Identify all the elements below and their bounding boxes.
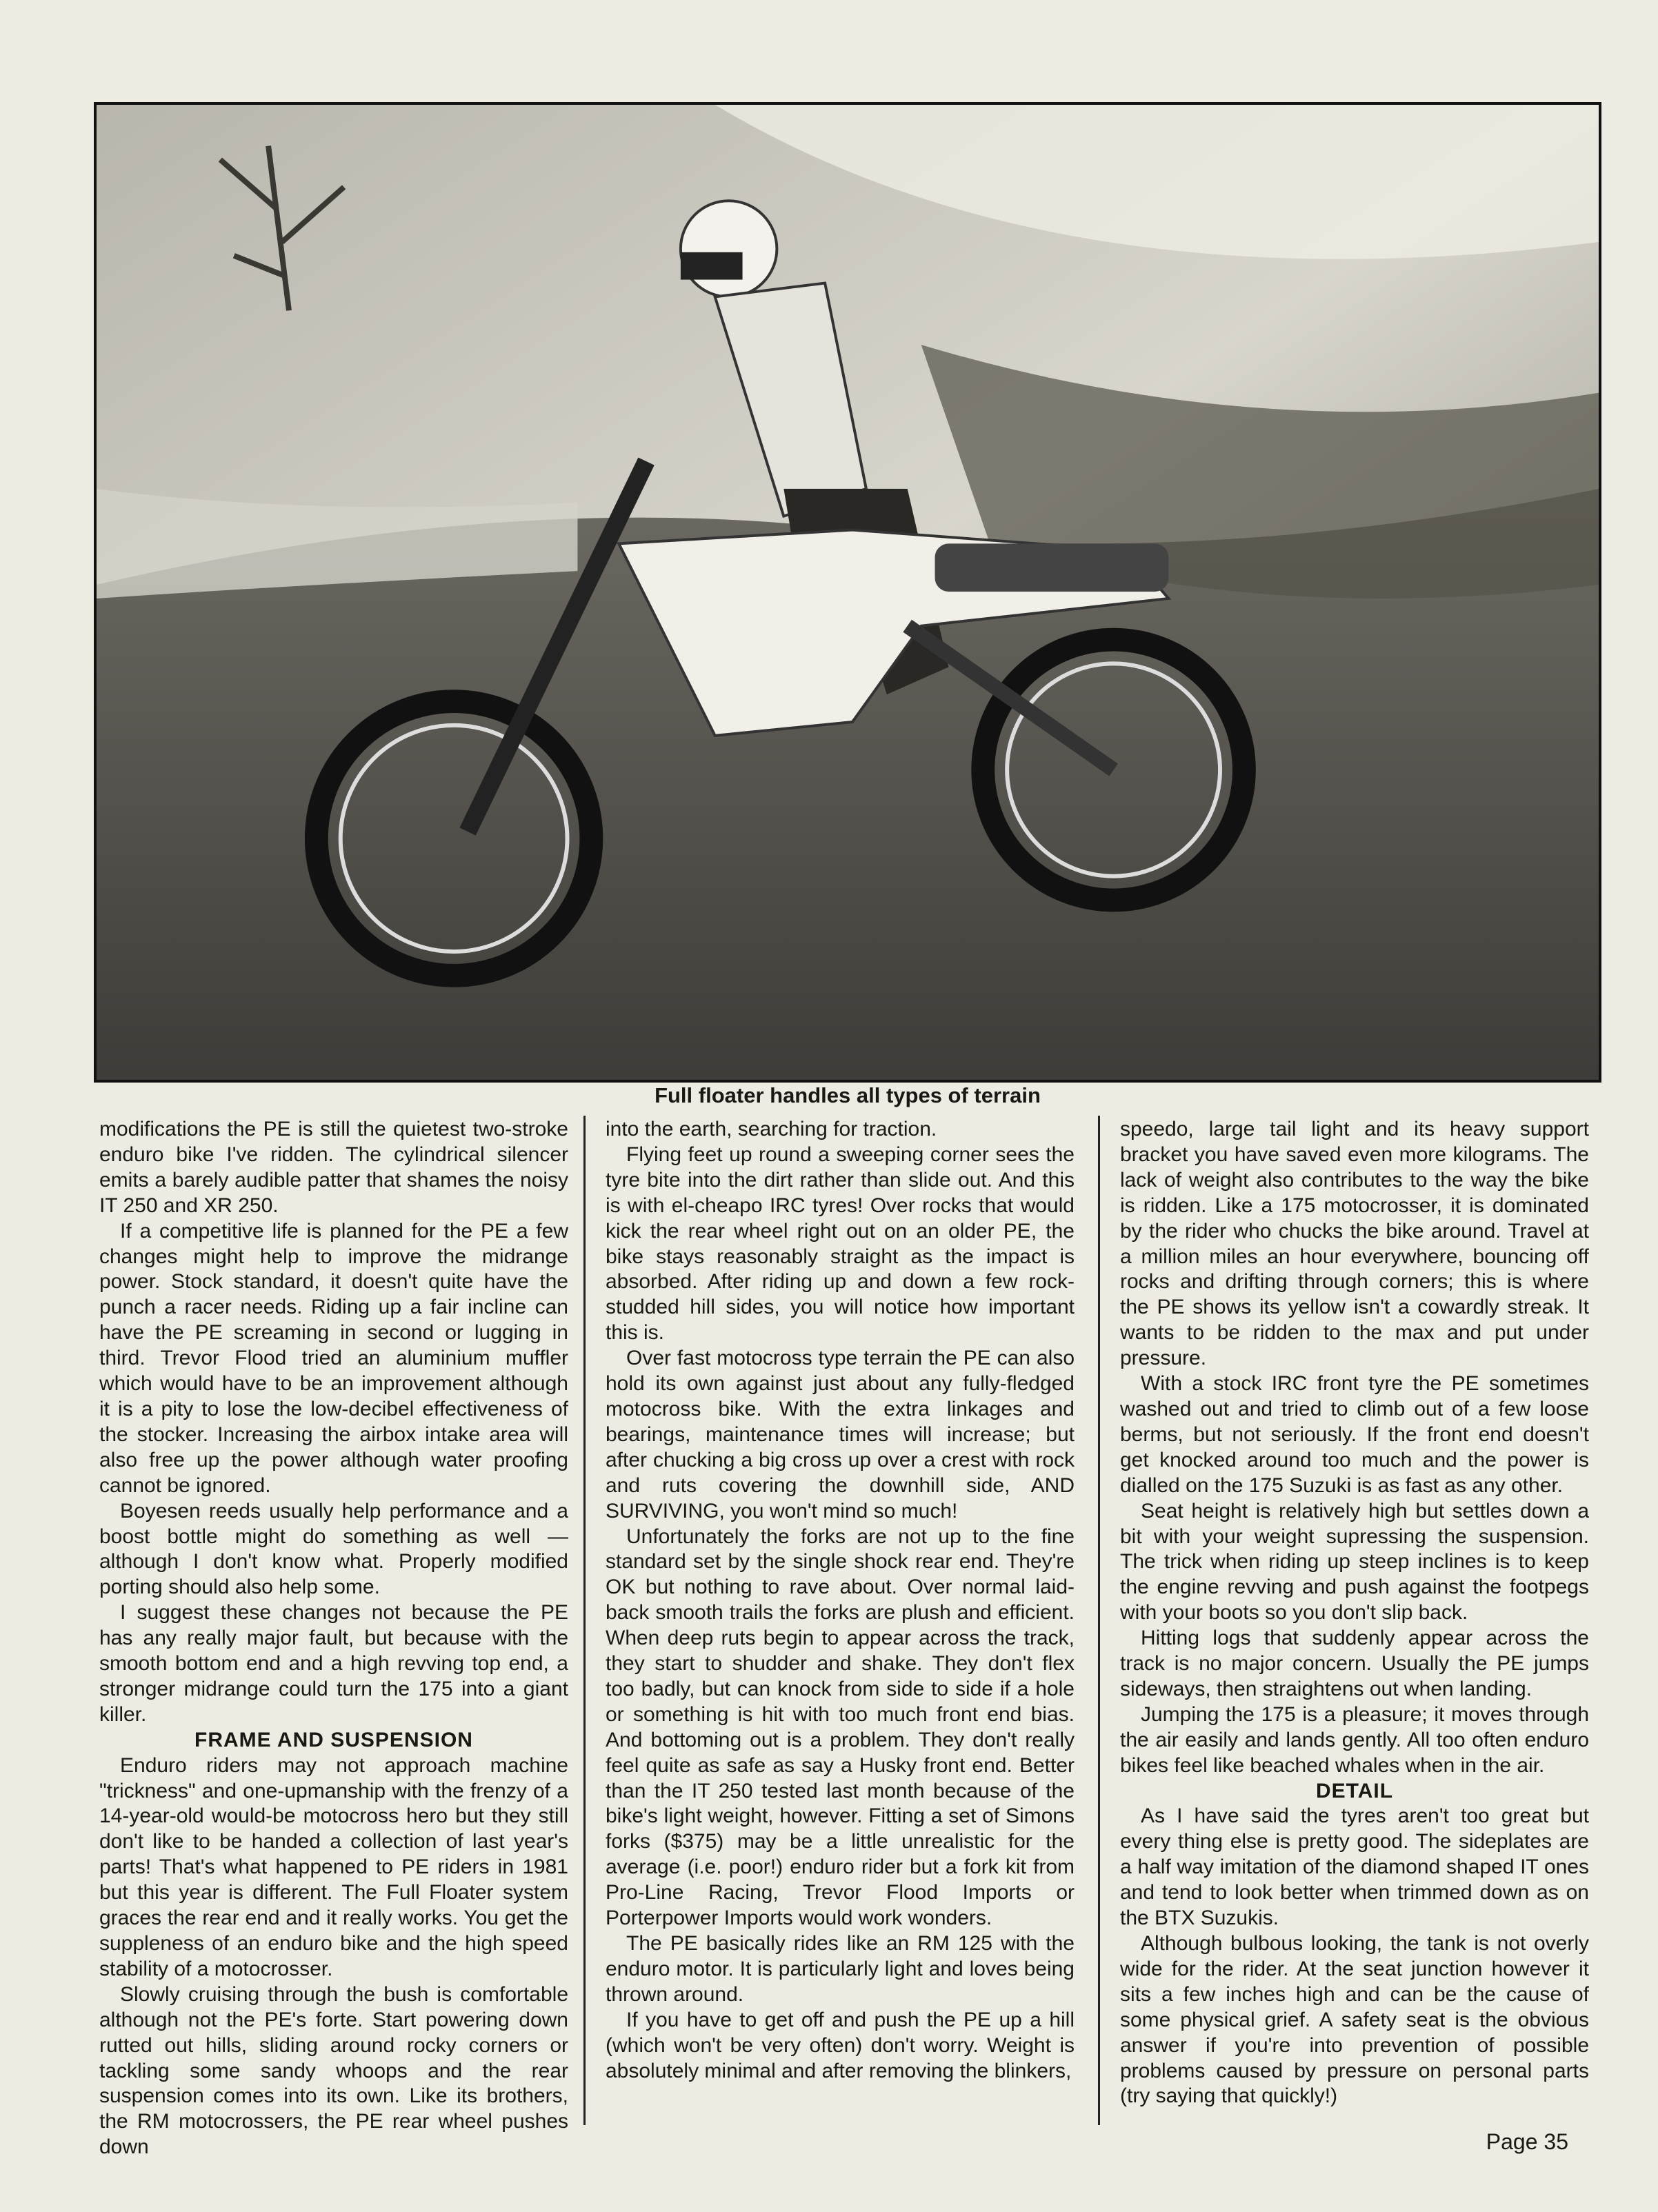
paragraph: Unfortunately the forks are not up to the fine standard set by the single shock rear end. They're OK but nothing to rave about. Over normal laid-back smooth trails the forks are plush and efficient. When deep ruts begin to appear across the track, they start to shudder and shake. They don't flex too badly, but can knock from side to side if a hole or something is hit with too much front end bias. And bottoming out is a problem. They don't really feel quite as safe as say a Husky front end. Better than the IT 250 tested last month because of the bike's light weight, however. Fitting a set of Simons forks ($375) may be a little unrealistic for the average (i.e. poor!) enduro rider but a fork kit from Pro-Line Racing, Trevor Flood Imports or Porterpower Imports would work wonders. [606,1525,1075,1930]
paragraph: Although bulbous looking, the tank is not overly wide for the rider. At the seat junction however it sits a few inches high and can be the cause of some physical grief. A safety seat is the obvious answer if you're into prevention of possible problems caused by pressure on personal parts (try saying that quickly!) [1120,1932,1589,2108]
paragraph: Seat height is relatively high but settles down a bit with your weight supressing the suspension. The trick when riding up steep inclines is to keep the engine revving and push against the footpegs with your boots so you don't slip back. [1120,1499,1589,1625]
column-divider [583,1116,586,2125]
paragraph: If you have to get off and push the PE up a hill (which won't be very often) don't worry. Weight is absolutely minimal and after removing the blinkers, [606,2008,1075,2082]
paragraph: Slowly cruising through the bush is comfortable although not the PE's forte. Start powering down rutted out hills, sliding around rocky corners or tackling some sandy whoops and the rear suspension comes into its own. Like its brothers, the RM motocrossers, the PE rear wheel pushes down [99,1982,568,2159]
paragraph: I suggest these changes not because the PE has any really major fault, but because with the smooth bottom end and a high revving top end, a stronger midrange could turn the 175 into a giant killer. [99,1601,568,1726]
paragraph: Boyesen reeds usually help performance and a boost bottle might do something as well — although I don't know what. Properly modified porting should also help some. [99,1499,568,1599]
article-column-1 [99,1117,568,2159]
paragraph: Flying feet up round a sweeping corner sees the tyre bite into the dirt rather than slide out. And this is with el-cheapo IRC tyres! Over rocks that would kick the rear wheel right out on an older PE, the bike stays reasonably straight as the impact is absorbed. After riding up and down a few rock-studded hill sides, you will notice how important this is. [606,1143,1075,1345]
column-divider [1098,1116,1100,2125]
paragraph: With a stock IRC front tyre the PE sometimes washed out and tried to climb out of a few loose berms, but not seriously. If the front end doesn't get knocked around too much and the power is dialled on the 175 Suzuki is as fast as any other. [1120,1372,1589,1497]
paragraph: speedo, large tail light and its heavy support bracket you have saved even more kilograms. The lack of weight also contributes to the way the bike is ridden. Like a 175 motocrosser, it is dominated by the rider who chucks the bike around. Travel at a million miles an hour everywhere, bouncing off rocks and drifting through corners; this is where the PE shows its yellow isn't a cowardly streak. It wants to be ridden to the max and put under pressure. [1120,1118,1589,1370]
paragraph: modifications the PE is still the quietest two-stroke enduro bike I've ridden. The cylindrical silencer emits a barely audible patter that shames the noisy IT 250 and XR 250. [99,1118,568,1217]
photo-caption: Full floater handles all types of terrain [655,1083,1041,1107]
section-heading: FRAME AND SUSPENSION [194,1728,473,1751]
paragraph: As I have said the tyres aren't too great but every thing else is pretty good. The sideplates are a half way imitation of the diamond shaped IT ones and tend to look better when trimmed down as on the BTX Suzukis. [1120,1804,1589,1930]
article-column-2 [606,1117,1075,2124]
motocross-photo [94,102,1601,1083]
section-heading: DETAIL [1315,1779,1394,1802]
paragraph: into the earth, searching for traction. [606,1118,937,1140]
paragraph: Hitting logs that suddenly appear across the track is no major concern. Usually the PE jumps sideways, then straightens out when landing. [1120,1627,1589,1700]
page-number: Page 35 [1486,2129,1568,2154]
article-column-3 [1120,1117,1589,2124]
paragraph: Enduro riders may not approach machine "trickness" and one-upmanship with the frenzy of a 14-year-old would-be motocross hero but they still don't like to be handed a collection of last year's parts! That's what happened to PE riders in 1981 but this year is different. The Full Floater system graces the rear end and it really works. You get the suppleness of an enduro bike and the high speed stability of a motocrosser. [99,1753,568,1980]
paragraph: Over fast motocross type terrain the PE can also hold its own against just about any fully-fledged motocross bike. With the extra linkages and bearings, maintenance times will increase; but after chucking a big cross up over a crest with rock and ruts covering the downhill side, AND SURVIVING, you won't mind so much! [606,1347,1075,1522]
paragraph: If a competitive life is planned for the PE a few changes might help to improve the midrange power. Stock standard, it doesn't quite have the punch a racer needs. Riding up a fair incline can have the PE screaming in second or lugging in third. Trevor Flood tried an aluminium muffler which would have to be an improvement although it is a pity to lose the low-decibel effectiveness of the stocker. Increasing the airbox intake area will also free up the power although water proofing cannot be ignored. [99,1219,568,1497]
rider-on-bike-image [97,105,1599,1080]
paragraph: Jumping the 175 is a pleasure; it moves through the air easily and lands gently. All too often enduro bikes feel like beached whales when in the air. [1120,1702,1589,1777]
paragraph: The PE basically rides like an RM 125 with the enduro motor. It is particularly light and loves being thrown around. [606,1932,1075,2006]
